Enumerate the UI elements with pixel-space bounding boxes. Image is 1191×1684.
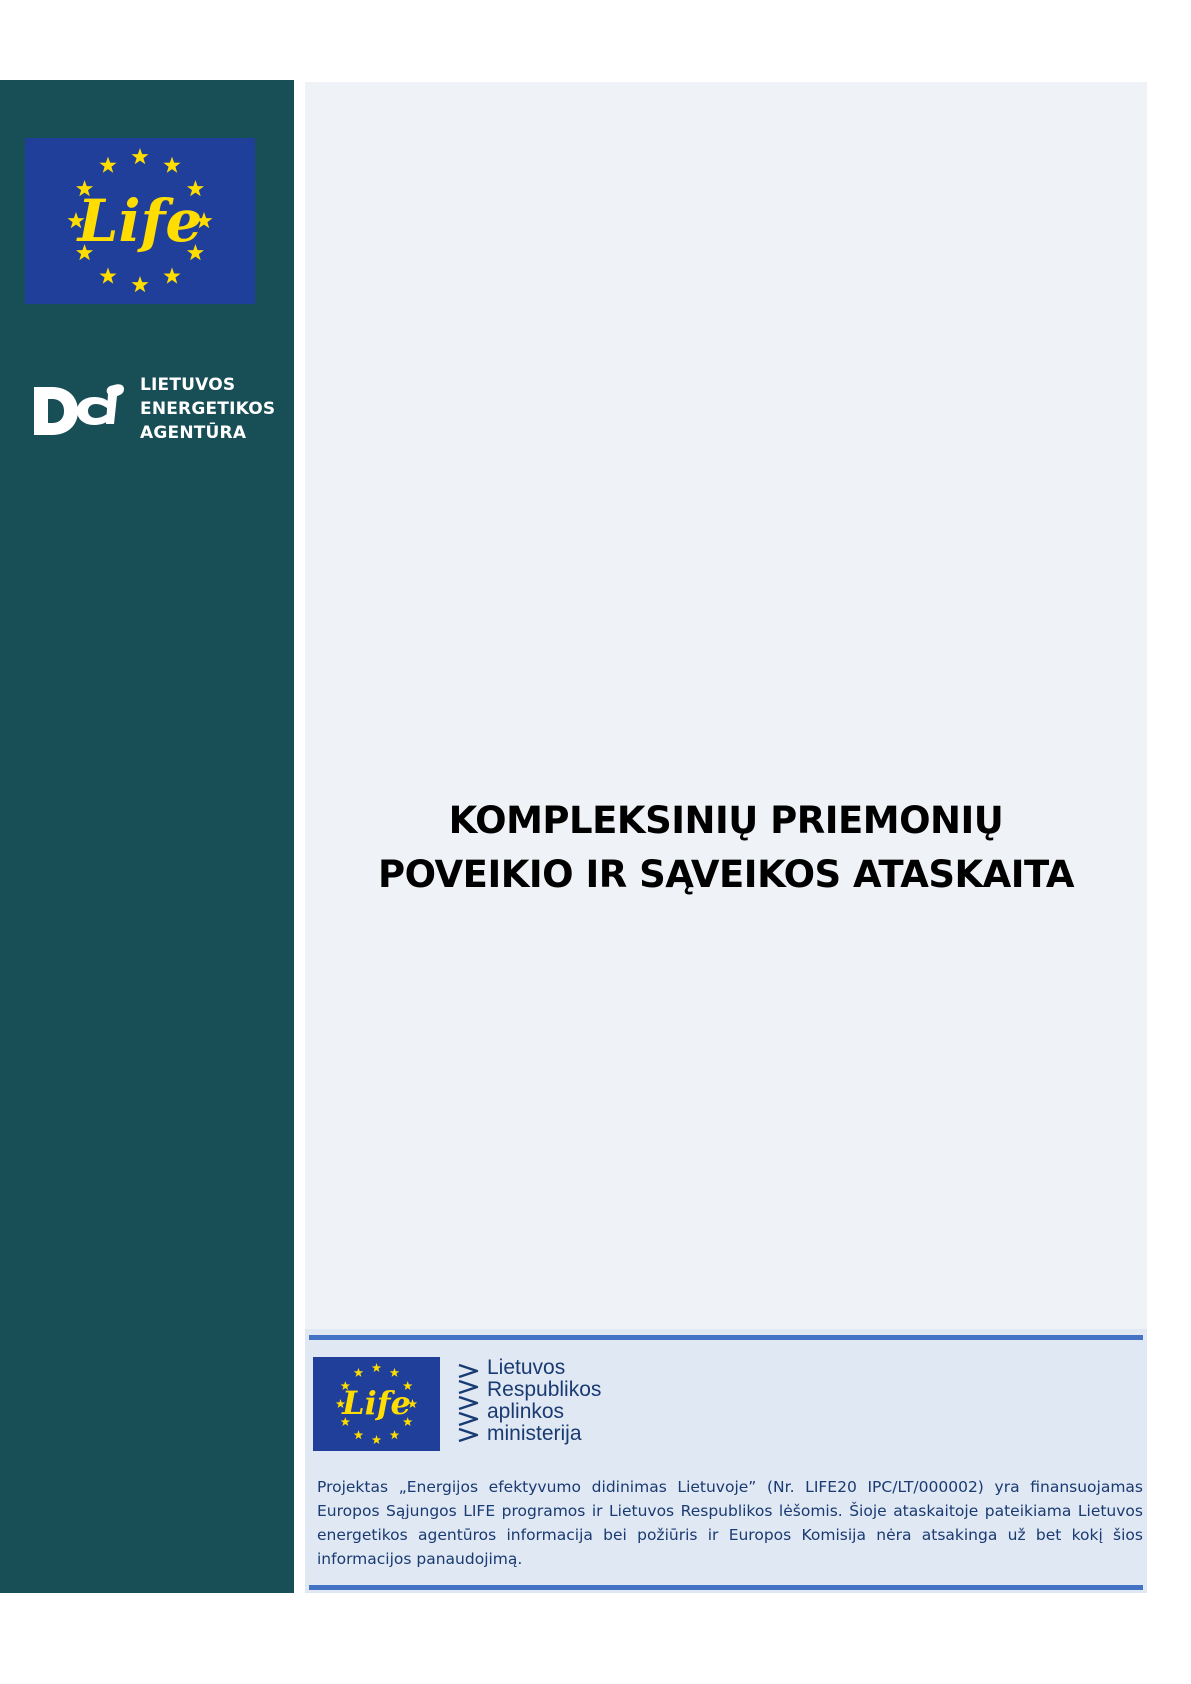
document-title-line: KOMPLEKSINIŲ PRIEMONIŲ	[448, 799, 1004, 842]
agency-name-line: AGENTŪRA	[140, 423, 247, 443]
cover-panel	[305, 82, 1147, 1329]
ministry-name-line: Respublikos	[487, 1378, 602, 1401]
life-wordmark: Life	[77, 187, 203, 255]
energy-agency-name	[140, 373, 275, 445]
footer-eu-life-logo	[313, 1357, 440, 1451]
eu-star-icon	[131, 148, 148, 164]
eu-star-icon	[372, 1363, 382, 1372]
eu-star-icon	[163, 267, 180, 283]
eu-star-icon	[354, 1430, 364, 1439]
agency-name-line: LIETUVOS	[140, 375, 236, 395]
eu-star-icon	[131, 276, 148, 292]
energy-agency-logo	[30, 373, 276, 445]
sidebar	[0, 80, 294, 1593]
document-title	[305, 794, 1147, 902]
ministry-name	[487, 1357, 601, 1445]
footer-top-rule	[309, 1335, 1143, 1340]
funding-disclaimer: Projektas „Energijos efektyvumo didinimas Lietuvoje” (Nr. LIFE20 IPC/LT/000002) yra finansuojamas Europos Sąjungos LIFE programos ir Lietuvos Respublikos lėšomis. Šioje ataskaitoje pateikiama Lietuvos energetikos agentūros informacija bei požiūris ir Europos Komisija nėra atsakinga už bet kokį šios informacijos panaudojimą.	[317, 1478, 1143, 1568]
footer-life-wordmark: Life	[342, 1384, 411, 1422]
eu-star-icon	[354, 1368, 364, 1377]
ministry-name-line: ministerija	[487, 1422, 582, 1445]
ministry-name-line: Lietuvos	[487, 1356, 566, 1379]
funding-footer	[305, 1329, 1147, 1593]
eu-star-icon	[99, 157, 116, 173]
ministry-name-line: aplinkos	[487, 1400, 565, 1423]
eu-star-icon	[372, 1435, 382, 1444]
eu-star-icon	[390, 1430, 400, 1439]
eu-star-icon	[390, 1368, 400, 1377]
eu-star-icon	[99, 267, 116, 283]
eu-star-icon	[163, 157, 180, 173]
energy-agency-mark-icon	[30, 379, 128, 439]
eu-life-logo	[25, 138, 255, 304]
ministry-emblem-icon	[457, 1361, 481, 1445]
document-title-line: POVEIKIO IR SĄVEIKOS ATASKAITA	[377, 853, 1075, 896]
footer-bottom-rule	[309, 1585, 1143, 1590]
agency-name-line: ENERGETIKOS	[140, 399, 276, 419]
